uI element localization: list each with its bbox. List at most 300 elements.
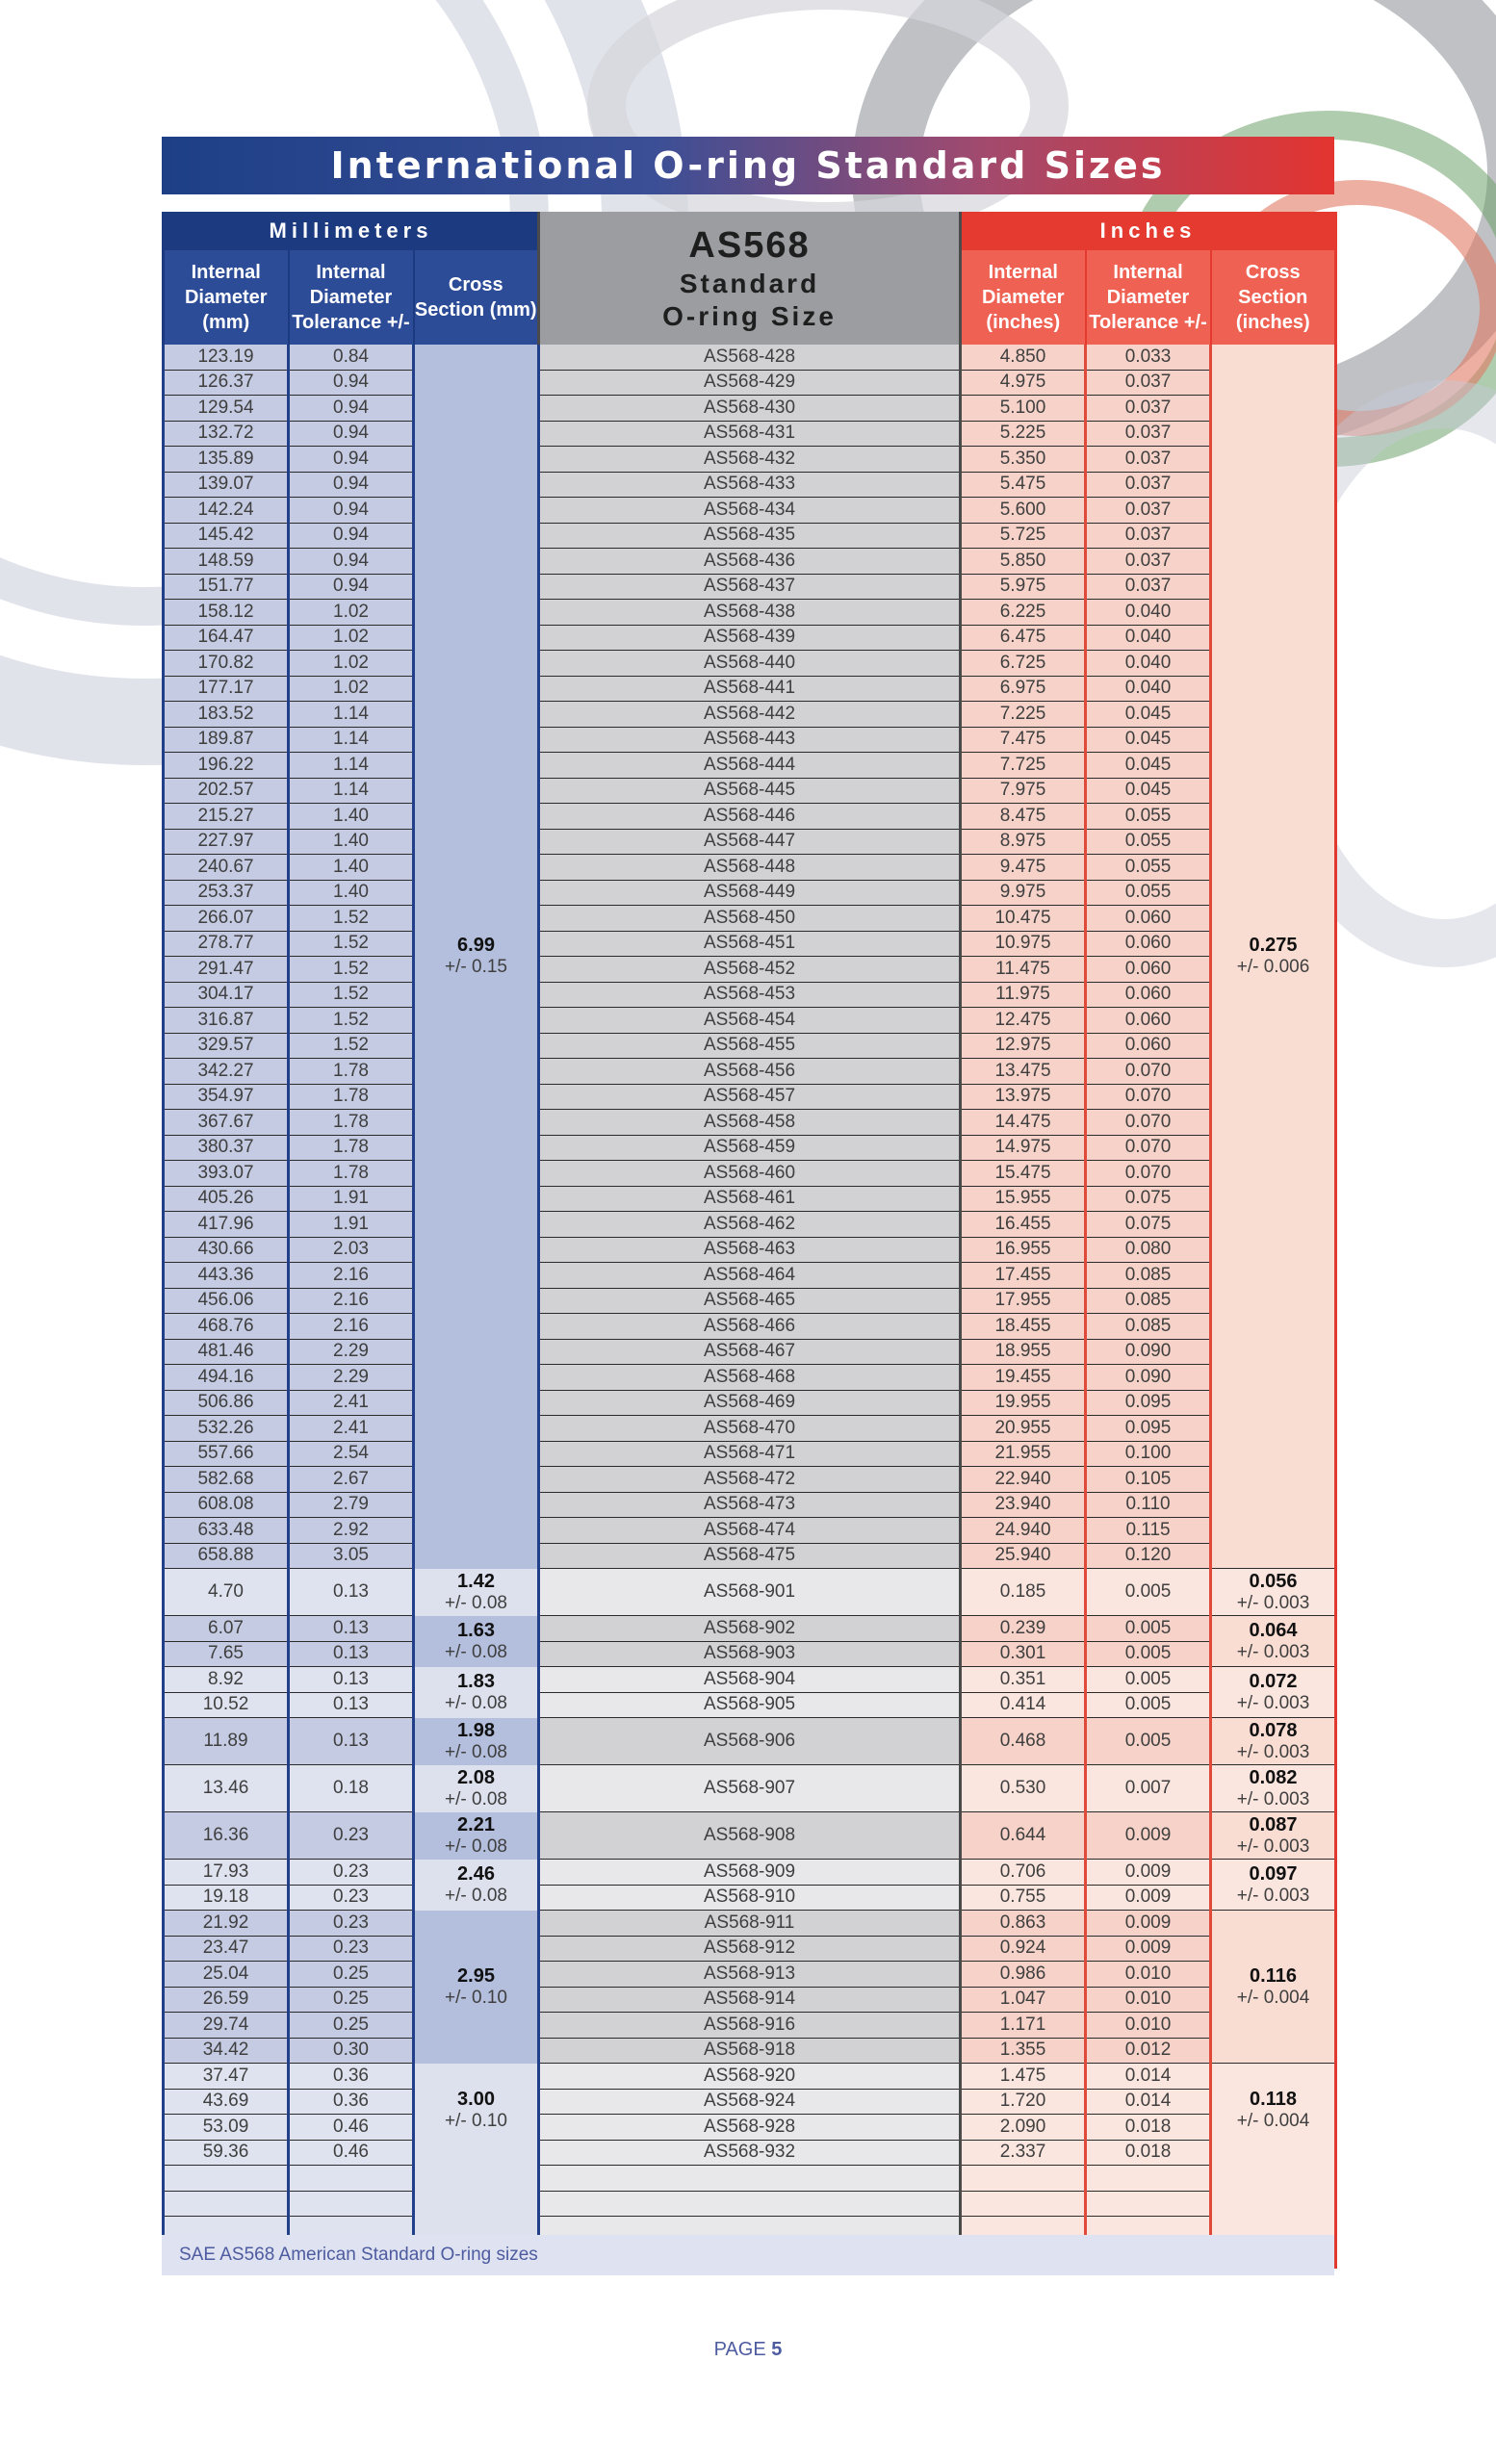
- in-cross-section-tolerance: +/- 0.006: [1236, 957, 1310, 977]
- table-row: [164, 1288, 1336, 1314]
- mm-internal-diameter-cell: 633.48: [164, 1518, 289, 1544]
- mm-tolerance-cell: 2.41: [289, 1390, 414, 1416]
- mm-internal-diameter-cell: 196.22: [164, 753, 289, 779]
- table-row: [164, 1543, 1336, 1569]
- as568-size-cell: AS568-456: [539, 1059, 961, 1085]
- table-row: [164, 1718, 1336, 1765]
- table-row: [164, 1416, 1336, 1442]
- in-internal-diameter-cell: 0.530: [961, 1765, 1086, 1812]
- as568-size-cell: AS568-475: [539, 1543, 961, 1569]
- mm-internal-diameter-cell: 25.04: [164, 1962, 289, 1988]
- in-tolerance-cell: 0.014: [1086, 2064, 1211, 2090]
- in-internal-diameter-cell: 5.475: [961, 472, 1086, 498]
- inches-group-header: Inches: [961, 212, 1336, 250]
- mm-internal-diameter-cell: 135.89: [164, 447, 289, 473]
- table-row: [164, 1641, 1336, 1667]
- table-row: [164, 1492, 1336, 1518]
- table-row: [164, 931, 1336, 957]
- table-row: [164, 1008, 1336, 1034]
- mm-tolerance-cell: 0.36: [289, 2089, 414, 2115]
- in-tolerance-cell: 0.055: [1086, 804, 1211, 830]
- table-row: [164, 1692, 1336, 1718]
- table-row: [164, 447, 1336, 473]
- in-tolerance-cell: 0.007: [1086, 1765, 1211, 1812]
- as568-size-cell: [539, 2166, 961, 2192]
- table-row: [164, 1390, 1336, 1416]
- in-tolerance-cell: 0.018: [1086, 2140, 1211, 2166]
- col-header-in-tolerance: Internal Diameter Tolerance +/-: [1086, 250, 1211, 345]
- as568-size-cell: AS568-435: [539, 523, 961, 549]
- in-internal-diameter-cell: 16.955: [961, 1237, 1086, 1263]
- in-internal-diameter-cell: 5.100: [961, 396, 1086, 422]
- mm-internal-diameter-cell: 164.47: [164, 625, 289, 651]
- as568-size-cell: AS568-466: [539, 1314, 961, 1340]
- as568-size-cell: AS568-465: [539, 1288, 961, 1314]
- as568-size-cell: AS568-447: [539, 829, 961, 855]
- mm-tolerance-cell: 0.13: [289, 1718, 414, 1765]
- mm-internal-diameter-cell: 23.47: [164, 1936, 289, 1962]
- table-row: [164, 1186, 1336, 1212]
- in-tolerance-cell: 0.090: [1086, 1339, 1211, 1365]
- in-tolerance-cell: 0.070: [1086, 1084, 1211, 1110]
- table-row: [164, 1518, 1336, 1544]
- in-internal-diameter-cell: 5.350: [961, 447, 1086, 473]
- page-number-value: 5: [771, 2339, 783, 2360]
- as568-size-cell: AS568-467: [539, 1339, 961, 1365]
- mm-tolerance-cell: 2.16: [289, 1288, 414, 1314]
- mm-internal-diameter-cell: 443.36: [164, 1263, 289, 1289]
- in-tolerance-cell: 0.075: [1086, 1186, 1211, 1212]
- mm-tolerance-cell: 0.30: [289, 2038, 414, 2064]
- in-internal-diameter-cell: 5.850: [961, 549, 1086, 575]
- in-internal-diameter-cell: 0.239: [961, 1616, 1086, 1642]
- in-internal-diameter-cell: 15.475: [961, 1161, 1086, 1187]
- in-tolerance-cell: 0.045: [1086, 702, 1211, 728]
- in-internal-diameter-cell: 8.975: [961, 829, 1086, 855]
- mm-internal-diameter-cell: 354.97: [164, 1084, 289, 1110]
- in-tolerance-cell: 0.005: [1086, 1616, 1211, 1642]
- mm-cross-section-tolerance: +/- 0.10: [445, 1987, 507, 2008]
- mm-tolerance-cell: 2.92: [289, 1518, 414, 1544]
- mm-cross-section-tolerance: +/- 0.15: [445, 957, 507, 978]
- mm-internal-diameter-cell: 658.88: [164, 1543, 289, 1569]
- in-tolerance-cell: 0.040: [1086, 676, 1211, 702]
- mm-internal-diameter-cell: 481.46: [164, 1339, 289, 1365]
- in-internal-diameter-cell: [961, 2166, 1086, 2192]
- in-cross-section-cell: [1211, 1667, 1336, 1718]
- as568-size-cell: AS568-906: [539, 1718, 961, 1765]
- mm-cross-section-cell: [414, 1718, 539, 1765]
- mm-tolerance-cell: 0.23: [289, 1936, 414, 1962]
- as568-size-cell: AS568-459: [539, 1135, 961, 1161]
- mm-tolerance-cell: 1.02: [289, 600, 414, 626]
- as568-size-cell: AS568-443: [539, 727, 961, 753]
- in-internal-diameter-cell: 19.955: [961, 1390, 1086, 1416]
- in-tolerance-cell: 0.110: [1086, 1492, 1211, 1518]
- table-row: [164, 2140, 1336, 2166]
- in-internal-diameter-cell: 0.755: [961, 1885, 1086, 1911]
- in-tolerance-cell: 0.009: [1086, 1860, 1211, 1886]
- mm-tolerance-cell: 2.79: [289, 1492, 414, 1518]
- in-cross-section-tolerance: +/- 0.003: [1236, 1835, 1310, 1857]
- as568-size-cell: AS568-437: [539, 574, 961, 600]
- in-tolerance-cell: 0.055: [1086, 880, 1211, 906]
- table-row: [164, 1161, 1336, 1187]
- in-internal-diameter-cell: 1.171: [961, 2013, 1086, 2039]
- in-cross-section-cell: [1211, 1616, 1336, 1667]
- in-cross-section-cell: [1211, 1812, 1336, 1860]
- mm-tolerance-cell: 1.14: [289, 778, 414, 804]
- mm-internal-diameter-cell: 8.92: [164, 1667, 289, 1693]
- as568-size-cell: AS568-473: [539, 1492, 961, 1518]
- in-internal-diameter-cell: 5.225: [961, 421, 1086, 447]
- as568-size-cell: AS568-904: [539, 1667, 961, 1693]
- mm-tolerance-cell: 1.14: [289, 702, 414, 728]
- mm-cross-section-value: 3.00: [457, 2088, 495, 2110]
- mm-cross-section-cell: [414, 1765, 539, 1812]
- in-internal-diameter-cell: 21.955: [961, 1441, 1086, 1467]
- mm-cross-section-value: 1.42: [457, 1570, 495, 1592]
- as568-size-cell: AS568-453: [539, 982, 961, 1008]
- as568-size-cell: AS568-431: [539, 421, 961, 447]
- mm-cross-section-tolerance: +/- 0.08: [445, 1741, 507, 1762]
- table-row: [164, 1467, 1336, 1493]
- as568-size-cell: AS568-448: [539, 855, 961, 881]
- in-internal-diameter-cell: 7.975: [961, 778, 1086, 804]
- table-row: [164, 982, 1336, 1008]
- mm-tolerance-cell: 1.78: [289, 1084, 414, 1110]
- mm-internal-diameter-cell: 123.19: [164, 345, 289, 370]
- in-tolerance-cell: 0.060: [1086, 906, 1211, 932]
- in-tolerance-cell: 0.014: [1086, 2089, 1211, 2115]
- mm-internal-diameter-cell: 21.92: [164, 1911, 289, 1937]
- in-cross-section-tolerance: +/- 0.004: [1236, 2111, 1310, 2131]
- as568-size-cell: AS568-907: [539, 1765, 961, 1812]
- in-tolerance-cell: 0.060: [1086, 1008, 1211, 1034]
- in-internal-diameter-cell: 4.975: [961, 370, 1086, 396]
- in-internal-diameter-cell: 19.455: [961, 1365, 1086, 1391]
- in-tolerance-cell: 0.012: [1086, 2038, 1211, 2064]
- mm-tolerance-cell: 0.13: [289, 1569, 414, 1616]
- in-cross-section-tolerance: +/- 0.003: [1236, 1641, 1310, 1662]
- mm-tolerance-cell: 2.29: [289, 1365, 414, 1391]
- table-row: [164, 1765, 1336, 1812]
- table-row: [164, 1135, 1336, 1161]
- in-tolerance-cell: 0.060: [1086, 1033, 1211, 1059]
- mm-internal-diameter-cell: 456.06: [164, 1288, 289, 1314]
- mm-tolerance-cell: 1.02: [289, 625, 414, 651]
- mm-tolerance-cell: 2.29: [289, 1339, 414, 1365]
- in-tolerance-cell: 0.037: [1086, 498, 1211, 524]
- mm-internal-diameter-cell: 291.47: [164, 957, 289, 983]
- in-cross-section-value: 0.087: [1249, 1813, 1298, 1835]
- mm-tolerance-cell: 0.25: [289, 1987, 414, 2013]
- mm-cross-section-cell: [414, 1812, 539, 1860]
- as568-size-cell: AS568-469: [539, 1390, 961, 1416]
- mm-internal-diameter-cell: 405.26: [164, 1186, 289, 1212]
- mm-tolerance-cell: 1.40: [289, 855, 414, 881]
- in-internal-diameter-cell: 20.955: [961, 1416, 1086, 1442]
- mm-internal-diameter-cell: 139.07: [164, 472, 289, 498]
- in-tolerance-cell: 0.018: [1086, 2115, 1211, 2141]
- in-internal-diameter-cell: 5.725: [961, 523, 1086, 549]
- in-tolerance-cell: 0.085: [1086, 1314, 1211, 1340]
- mm-cross-section-cell: [414, 1860, 539, 1911]
- as568-size-cell: AS568-928: [539, 2115, 961, 2141]
- table-row: [164, 1110, 1336, 1136]
- as568-size-cell: AS568-430: [539, 396, 961, 422]
- in-internal-diameter-cell: 9.475: [961, 855, 1086, 881]
- as568-size-cell: AS568-432: [539, 447, 961, 473]
- as568-header-line3: O-ring Size: [662, 301, 837, 331]
- in-cross-section-cell: [1211, 1569, 1336, 1616]
- mm-internal-diameter-cell: 316.87: [164, 1008, 289, 1034]
- in-internal-diameter-cell: 0.301: [961, 1641, 1086, 1667]
- mm-tolerance-cell: 0.23: [289, 1860, 414, 1886]
- in-internal-diameter-cell: 1.475: [961, 2064, 1086, 2090]
- mm-internal-diameter-cell: 142.24: [164, 498, 289, 524]
- in-tolerance-cell: 0.085: [1086, 1263, 1211, 1289]
- table-caption: SAE AS568 American Standard O-ring sizes: [162, 2235, 1334, 2275]
- mm-tolerance-cell: 1.52: [289, 982, 414, 1008]
- as568-size-cell: AS568-462: [539, 1212, 961, 1238]
- table-row: [164, 1860, 1336, 1886]
- table-row: [164, 880, 1336, 906]
- mm-tolerance-cell: 0.94: [289, 396, 414, 422]
- table-row: [164, 753, 1336, 779]
- in-tolerance-cell: 0.037: [1086, 472, 1211, 498]
- in-internal-diameter-cell: 7.725: [961, 753, 1086, 779]
- in-tolerance-cell: 0.009: [1086, 1885, 1211, 1911]
- mm-internal-diameter-cell: 367.67: [164, 1110, 289, 1136]
- mm-cross-section-value: 2.46: [457, 1862, 495, 1885]
- as568-size-cell: AS568-434: [539, 498, 961, 524]
- mm-tolerance-cell: 1.78: [289, 1161, 414, 1187]
- mm-tolerance-cell: 0.18: [289, 1765, 414, 1812]
- mm-tolerance-cell: 1.40: [289, 880, 414, 906]
- table-row: [164, 1569, 1336, 1616]
- mm-cross-section-value: 2.21: [457, 1813, 495, 1835]
- mm-internal-diameter-cell: 494.16: [164, 1365, 289, 1391]
- mm-internal-diameter-cell: 16.36: [164, 1812, 289, 1860]
- in-tolerance-cell: 0.037: [1086, 549, 1211, 575]
- mm-internal-diameter-cell: 417.96: [164, 1212, 289, 1238]
- as568-size-cell: AS568-450: [539, 906, 961, 932]
- mm-tolerance-cell: [289, 2191, 414, 2217]
- mm-tolerance-cell: 1.91: [289, 1186, 414, 1212]
- mm-tolerance-cell: 0.46: [289, 2115, 414, 2141]
- mm-internal-diameter-cell: 129.54: [164, 396, 289, 422]
- in-cross-section-value: 0.078: [1249, 1719, 1298, 1741]
- in-internal-diameter-cell: 12.475: [961, 1008, 1086, 1034]
- mm-internal-diameter-cell: 183.52: [164, 702, 289, 728]
- mm-tolerance-cell: 1.02: [289, 651, 414, 677]
- in-internal-diameter-cell: 7.475: [961, 727, 1086, 753]
- in-internal-diameter-cell: 10.975: [961, 931, 1086, 957]
- empty-table-row: [164, 2166, 1336, 2192]
- page-label: PAGE: [713, 2339, 766, 2360]
- mm-tolerance-cell: 1.52: [289, 906, 414, 932]
- table-row: [164, 2064, 1336, 2090]
- table-row: [164, 2115, 1336, 2141]
- in-cross-section-tolerance: +/- 0.004: [1236, 1987, 1310, 2008]
- mm-internal-diameter-cell: 26.59: [164, 1987, 289, 2013]
- in-tolerance-cell: 0.070: [1086, 1161, 1211, 1187]
- in-internal-diameter-cell: 18.955: [961, 1339, 1086, 1365]
- mm-cross-section-cell: [414, 1911, 539, 2064]
- as568-size-cell: AS568-918: [539, 2038, 961, 2064]
- in-internal-diameter-cell: 6.475: [961, 625, 1086, 651]
- oring-size-table: [162, 212, 1337, 2270]
- table-row: [164, 574, 1336, 600]
- in-internal-diameter-cell: 12.975: [961, 1033, 1086, 1059]
- as568-size-cell: AS568-442: [539, 702, 961, 728]
- in-tolerance-cell: 0.075: [1086, 1212, 1211, 1238]
- in-tolerance-cell: 0.040: [1086, 600, 1211, 626]
- in-tolerance-cell: 0.045: [1086, 778, 1211, 804]
- mm-tolerance-cell: 2.67: [289, 1467, 414, 1493]
- as568-standard-header: [539, 212, 961, 345]
- in-internal-diameter-cell: 0.644: [961, 1812, 1086, 1860]
- in-internal-diameter-cell: 17.955: [961, 1288, 1086, 1314]
- as568-size-cell: AS568-470: [539, 1416, 961, 1442]
- in-tolerance-cell: 0.009: [1086, 1911, 1211, 1937]
- in-cross-section-value: 0.072: [1249, 1670, 1298, 1692]
- in-tolerance-cell: 0.005: [1086, 1692, 1211, 1718]
- in-cross-section-value: 0.064: [1249, 1619, 1298, 1641]
- table-row: [164, 804, 1336, 830]
- mm-internal-diameter-cell: 126.37: [164, 370, 289, 396]
- mm-internal-diameter-cell: [164, 2166, 289, 2192]
- table-row: [164, 1263, 1336, 1289]
- in-tolerance-cell: 0.100: [1086, 1441, 1211, 1467]
- in-internal-diameter-cell: 14.975: [961, 1135, 1086, 1161]
- as568-size-cell: AS568-457: [539, 1084, 961, 1110]
- mm-internal-diameter-cell: 10.52: [164, 1692, 289, 1718]
- as568-size-cell: AS568-428: [539, 345, 961, 370]
- mm-internal-diameter-cell: 240.67: [164, 855, 289, 881]
- in-tolerance-cell: 0.085: [1086, 1288, 1211, 1314]
- in-tolerance-cell: 0.037: [1086, 421, 1211, 447]
- table-row: [164, 1885, 1336, 1911]
- mm-internal-diameter-cell: 43.69: [164, 2089, 289, 2115]
- as568-size-cell: AS568-911: [539, 1911, 961, 1937]
- mm-tolerance-cell: 2.16: [289, 1314, 414, 1340]
- in-tolerance-cell: 0.037: [1086, 574, 1211, 600]
- mm-tolerance-cell: 1.52: [289, 1033, 414, 1059]
- mm-cross-section-cell: [414, 1569, 539, 1616]
- mm-cross-section-value: 1.98: [457, 1719, 495, 1741]
- page-title: International O-ring Standard Sizes: [162, 137, 1334, 194]
- as568-size-cell: AS568-446: [539, 804, 961, 830]
- in-tolerance-cell: 0.055: [1086, 855, 1211, 881]
- mm-cross-section-cell: [414, 1616, 539, 1667]
- in-internal-diameter-cell: 6.225: [961, 600, 1086, 626]
- mm-tolerance-cell: 0.94: [289, 472, 414, 498]
- mm-internal-diameter-cell: 329.57: [164, 1033, 289, 1059]
- in-tolerance-cell: 0.010: [1086, 1987, 1211, 2013]
- in-cross-section-value: 0.097: [1249, 1862, 1298, 1885]
- as568-size-cell: AS568-451: [539, 931, 961, 957]
- as568-header-title: AS568: [688, 225, 811, 266]
- in-tolerance-cell: 0.005: [1086, 1718, 1211, 1765]
- mm-tolerance-cell: 0.94: [289, 498, 414, 524]
- table-row: [164, 1812, 1336, 1860]
- mm-internal-diameter-cell: 7.65: [164, 1641, 289, 1667]
- in-internal-diameter-cell: 22.940: [961, 1467, 1086, 1493]
- in-tolerance-cell: 0.040: [1086, 625, 1211, 651]
- in-tolerance-cell: 0.009: [1086, 1812, 1211, 1860]
- table-row: [164, 1237, 1336, 1263]
- mm-tolerance-cell: 3.05: [289, 1543, 414, 1569]
- mm-tolerance-cell: 1.52: [289, 931, 414, 957]
- mm-cross-section-value: 2.95: [457, 1964, 495, 1987]
- as568-size-cell: AS568-901: [539, 1569, 961, 1616]
- mm-cross-section-value: 1.63: [457, 1619, 495, 1641]
- as568-size-cell: AS568-458: [539, 1110, 961, 1136]
- table-row: [164, 2038, 1336, 2064]
- as568-size-cell: AS568-445: [539, 778, 961, 804]
- in-internal-diameter-cell: 16.455: [961, 1212, 1086, 1238]
- as568-size-cell: AS568-912: [539, 1936, 961, 1962]
- in-internal-diameter-cell: [961, 2191, 1086, 2217]
- in-cross-section-value: 0.056: [1249, 1570, 1298, 1592]
- in-internal-diameter-cell: 6.975: [961, 676, 1086, 702]
- in-internal-diameter-cell: 24.940: [961, 1518, 1086, 1544]
- mm-cross-section-tolerance: +/- 0.08: [445, 1641, 507, 1662]
- table-row: [164, 1212, 1336, 1238]
- mm-tolerance-cell: 0.23: [289, 1911, 414, 1937]
- in-internal-diameter-cell: 11.975: [961, 982, 1086, 1008]
- table-row: [164, 549, 1336, 575]
- in-internal-diameter-cell: 9.975: [961, 880, 1086, 906]
- mm-internal-diameter-cell: 53.09: [164, 2115, 289, 2141]
- mm-tolerance-cell: 1.78: [289, 1059, 414, 1085]
- mm-internal-diameter-cell: 532.26: [164, 1416, 289, 1442]
- col-header-in-id: Internal Diameter (inches): [961, 250, 1086, 345]
- mm-tolerance-cell: 1.52: [289, 1008, 414, 1034]
- in-internal-diameter-cell: 0.468: [961, 1718, 1086, 1765]
- mm-internal-diameter-cell: 148.59: [164, 549, 289, 575]
- as568-size-cell: AS568-472: [539, 1467, 961, 1493]
- mm-internal-diameter-cell: 59.36: [164, 2140, 289, 2166]
- col-header-mm-cross-section: Cross Section (mm): [414, 250, 539, 345]
- mm-tolerance-cell: 0.13: [289, 1667, 414, 1693]
- mm-cross-section-cell: [414, 345, 539, 1569]
- table-row: [164, 625, 1336, 651]
- table-row: [164, 1911, 1336, 1937]
- table-row: [164, 600, 1336, 626]
- in-internal-diameter-cell: 5.975: [961, 574, 1086, 600]
- mm-tolerance-cell: 1.78: [289, 1135, 414, 1161]
- as568-size-cell: AS568-932: [539, 2140, 961, 2166]
- mm-tolerance-cell: 0.84: [289, 345, 414, 370]
- mm-tolerance-cell: 1.78: [289, 1110, 414, 1136]
- in-tolerance-cell: 0.080: [1086, 1237, 1211, 1263]
- mm-cross-section-tolerance: +/- 0.08: [445, 1835, 507, 1857]
- as568-size-cell: AS568-429: [539, 370, 961, 396]
- table-row: [164, 1987, 1336, 2013]
- table-row: [164, 523, 1336, 549]
- table-row: [164, 1314, 1336, 1340]
- as568-size-cell: AS568-902: [539, 1616, 961, 1642]
- in-internal-diameter-cell: 25.940: [961, 1543, 1086, 1569]
- mm-tolerance-cell: 1.40: [289, 829, 414, 855]
- mm-tolerance-cell: 0.94: [289, 421, 414, 447]
- in-internal-diameter-cell: 8.475: [961, 804, 1086, 830]
- in-internal-diameter-cell: 13.475: [961, 1059, 1086, 1085]
- in-internal-diameter-cell: 6.725: [961, 651, 1086, 677]
